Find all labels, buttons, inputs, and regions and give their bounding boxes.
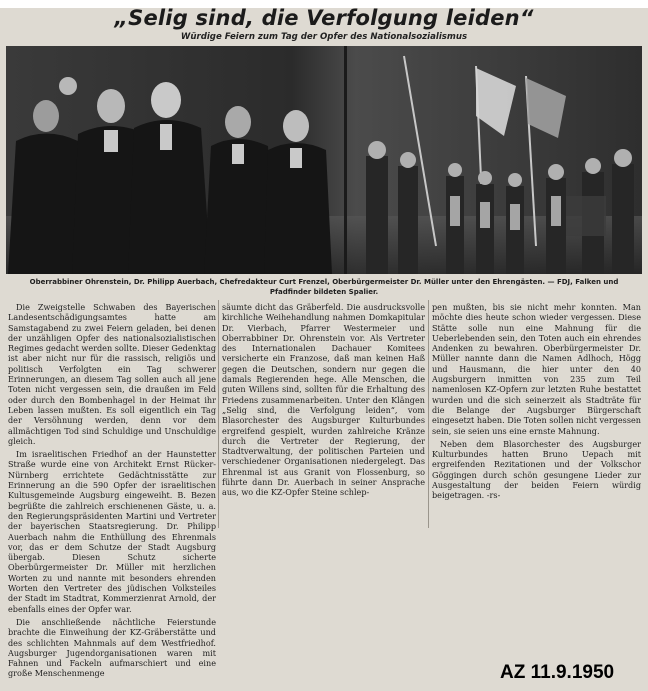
subheadline: Würdige Feiern zum Tag der Opfer des Nationalsozialismus (180, 32, 468, 42)
column-1-paragraph: Im israelitischen Friedhof an der Haunstetter Straße wurde eine von Architekt Ernst Rücker-Nürnberg errichtete Gedächtnisstätte zur Erinnerung an die 590 Opfer der israelitischen Kultusgemeinde Augsburg eingeweiht. B. Bezen begrüßte die zahlreich erschienenen Gäste, u. a. den Regierungspräsidenten Martini und Vertreter der bayerischen Staatsregierung. Dr. Philipp Auerbach nahm die Enthüllung des Ehrenmals vor, das er dem Schutze der Stadt Augsburg übergab. Diesen Schutz sicherte Oberbürgermeister Dr. Müller mit herzlichen Worten zu und nannte mit besonders ehrenden Worten den Vertreter des jüdischen Volksteiles der Stadt im Stadtrat, Kommerzienrat Arnold, der ebenfalls eines der Opfer war. (8, 449, 216, 614)
column-2-paragraph: säumte dicht das Gräberfeld. Die ausdrucksvolle kirchliche Weihehandlung nahmen Domkapitular Dr. Vierbach, Pfarrer Westermeier und Oberrabbiner Dr. Ohrenstein vor. Als Vertreter des Internationalen Dachauer Komitees versicherte ein Franzose, daß man keinen Haß gegen die Deutschen, sondern nur gegen die damals Regierenden hege. Alle Menschen, die guten Willens sind, sollten für die Erhaltung des Friedens zusammenarbeiten. Unter den Klängen „Selig sind, die Verfolgung leiden“, vom Blasorchester des Augsburger Kulturbundes ergreifend gespielt, wurden zahlreiche Kränze durch die Vertreter der Regierung, der Stadtverwaltung, der politischen Parteien und verschiedener Organisationen niedergelegt. Das Ehrenmal ist aus Granit von Flossenburg, so führte dann Dr. Auerbach in seiner Ansprache aus, wo die KZ-Opfer Steine schlep- (222, 302, 425, 498)
headline: „Selig sind, die Verfolgung leiden“ (114, 6, 534, 30)
photo-caption: Oberrabbiner Ohrenstein, Dr. Philipp Auerbach, Chefredakteur Curt Frenzel, Oberbürgermeister Dr. Müller unter den Ehrengästen. — FDJ, Falken und Pfadfinder bildeten Spalier. (29, 278, 619, 296)
article-column-2 (222, 302, 425, 532)
column-divider (218, 300, 219, 528)
article-column-3 (432, 302, 641, 532)
column-3-paragraph: Neben dem Blasorchester des Augsburger Kulturbundes hatten Bruno Uepach mit ergreifenden Rezitationen und der Volkschor Göggingen durch schön gesungene Lieder zur Ausgestaltung der beiden Feiern würdig beigetragen. -rs- (432, 438, 641, 501)
column-1-paragraph: Die Zweigstelle Schwaben des Bayerischen Landesentschädigungsamtes hatte am Samstagabend zu zwei Feiern geladen, bei denen der unzähligen Opfer des nationalsozialistischen Regimes gedacht werden sollte. Dieser Gedenktag ist aber nicht nur für die rassisch, religiös und politisch Verfolgten ein Tag schwerer Erinnerungen, an diesem Tag sollen auch all jene Toten nicht vergessen sein, die draußen im Feld oder durch den Bombenhagel in der Heimat ihr Leben lassen mußten. Es soll eigentlich ein Tag der Versöhnung werden, denn vor dem allmächtigen Tod sind Schuldige und Unschuldige gleich. (8, 302, 216, 446)
column-divider (428, 300, 429, 528)
photo-illustration (6, 46, 642, 274)
article-photo (6, 46, 642, 274)
article-column-1 (8, 302, 216, 691)
source-date-label: AZ 11.9.1950 (500, 662, 615, 683)
column-1-paragraph: Die anschließende nächtliche Feierstunde brachte die Einweihung der KZ-Gräberstätte und des schlichten Mahnmals auf dem Westfriedhof. Augsburger Jugendorganisationen waren mit Fahnen und Fackeln aufmarschiert und eine große Menschenmenge (8, 616, 216, 679)
column-3-paragraph: pen mußten, bis sie nicht mehr konnten. Man möchte dies heute schon wieder vergessen. Diese Stätte solle nun eine Mahnung für die Ueberlebenden sein, den Toten auch ein ehrendes Andenken zu bewahren. Oberbürgermeister Dr. Müller nannte dann die Namen Adlhoch, Högg und Hausmann, die hier unter den 40 Augsburgern inmitten von 235 zum Teil namenlosen KZ-Opfern zur letzten Ruhe bestattet wurden und die sich seinerzeit als Stadträte für die Belange der Augsburger Bürgerschaft eingesetzt haben. Die Toten sollen nicht vergessen sein, sie seien uns eine ernste Mahnung. (432, 302, 641, 436)
